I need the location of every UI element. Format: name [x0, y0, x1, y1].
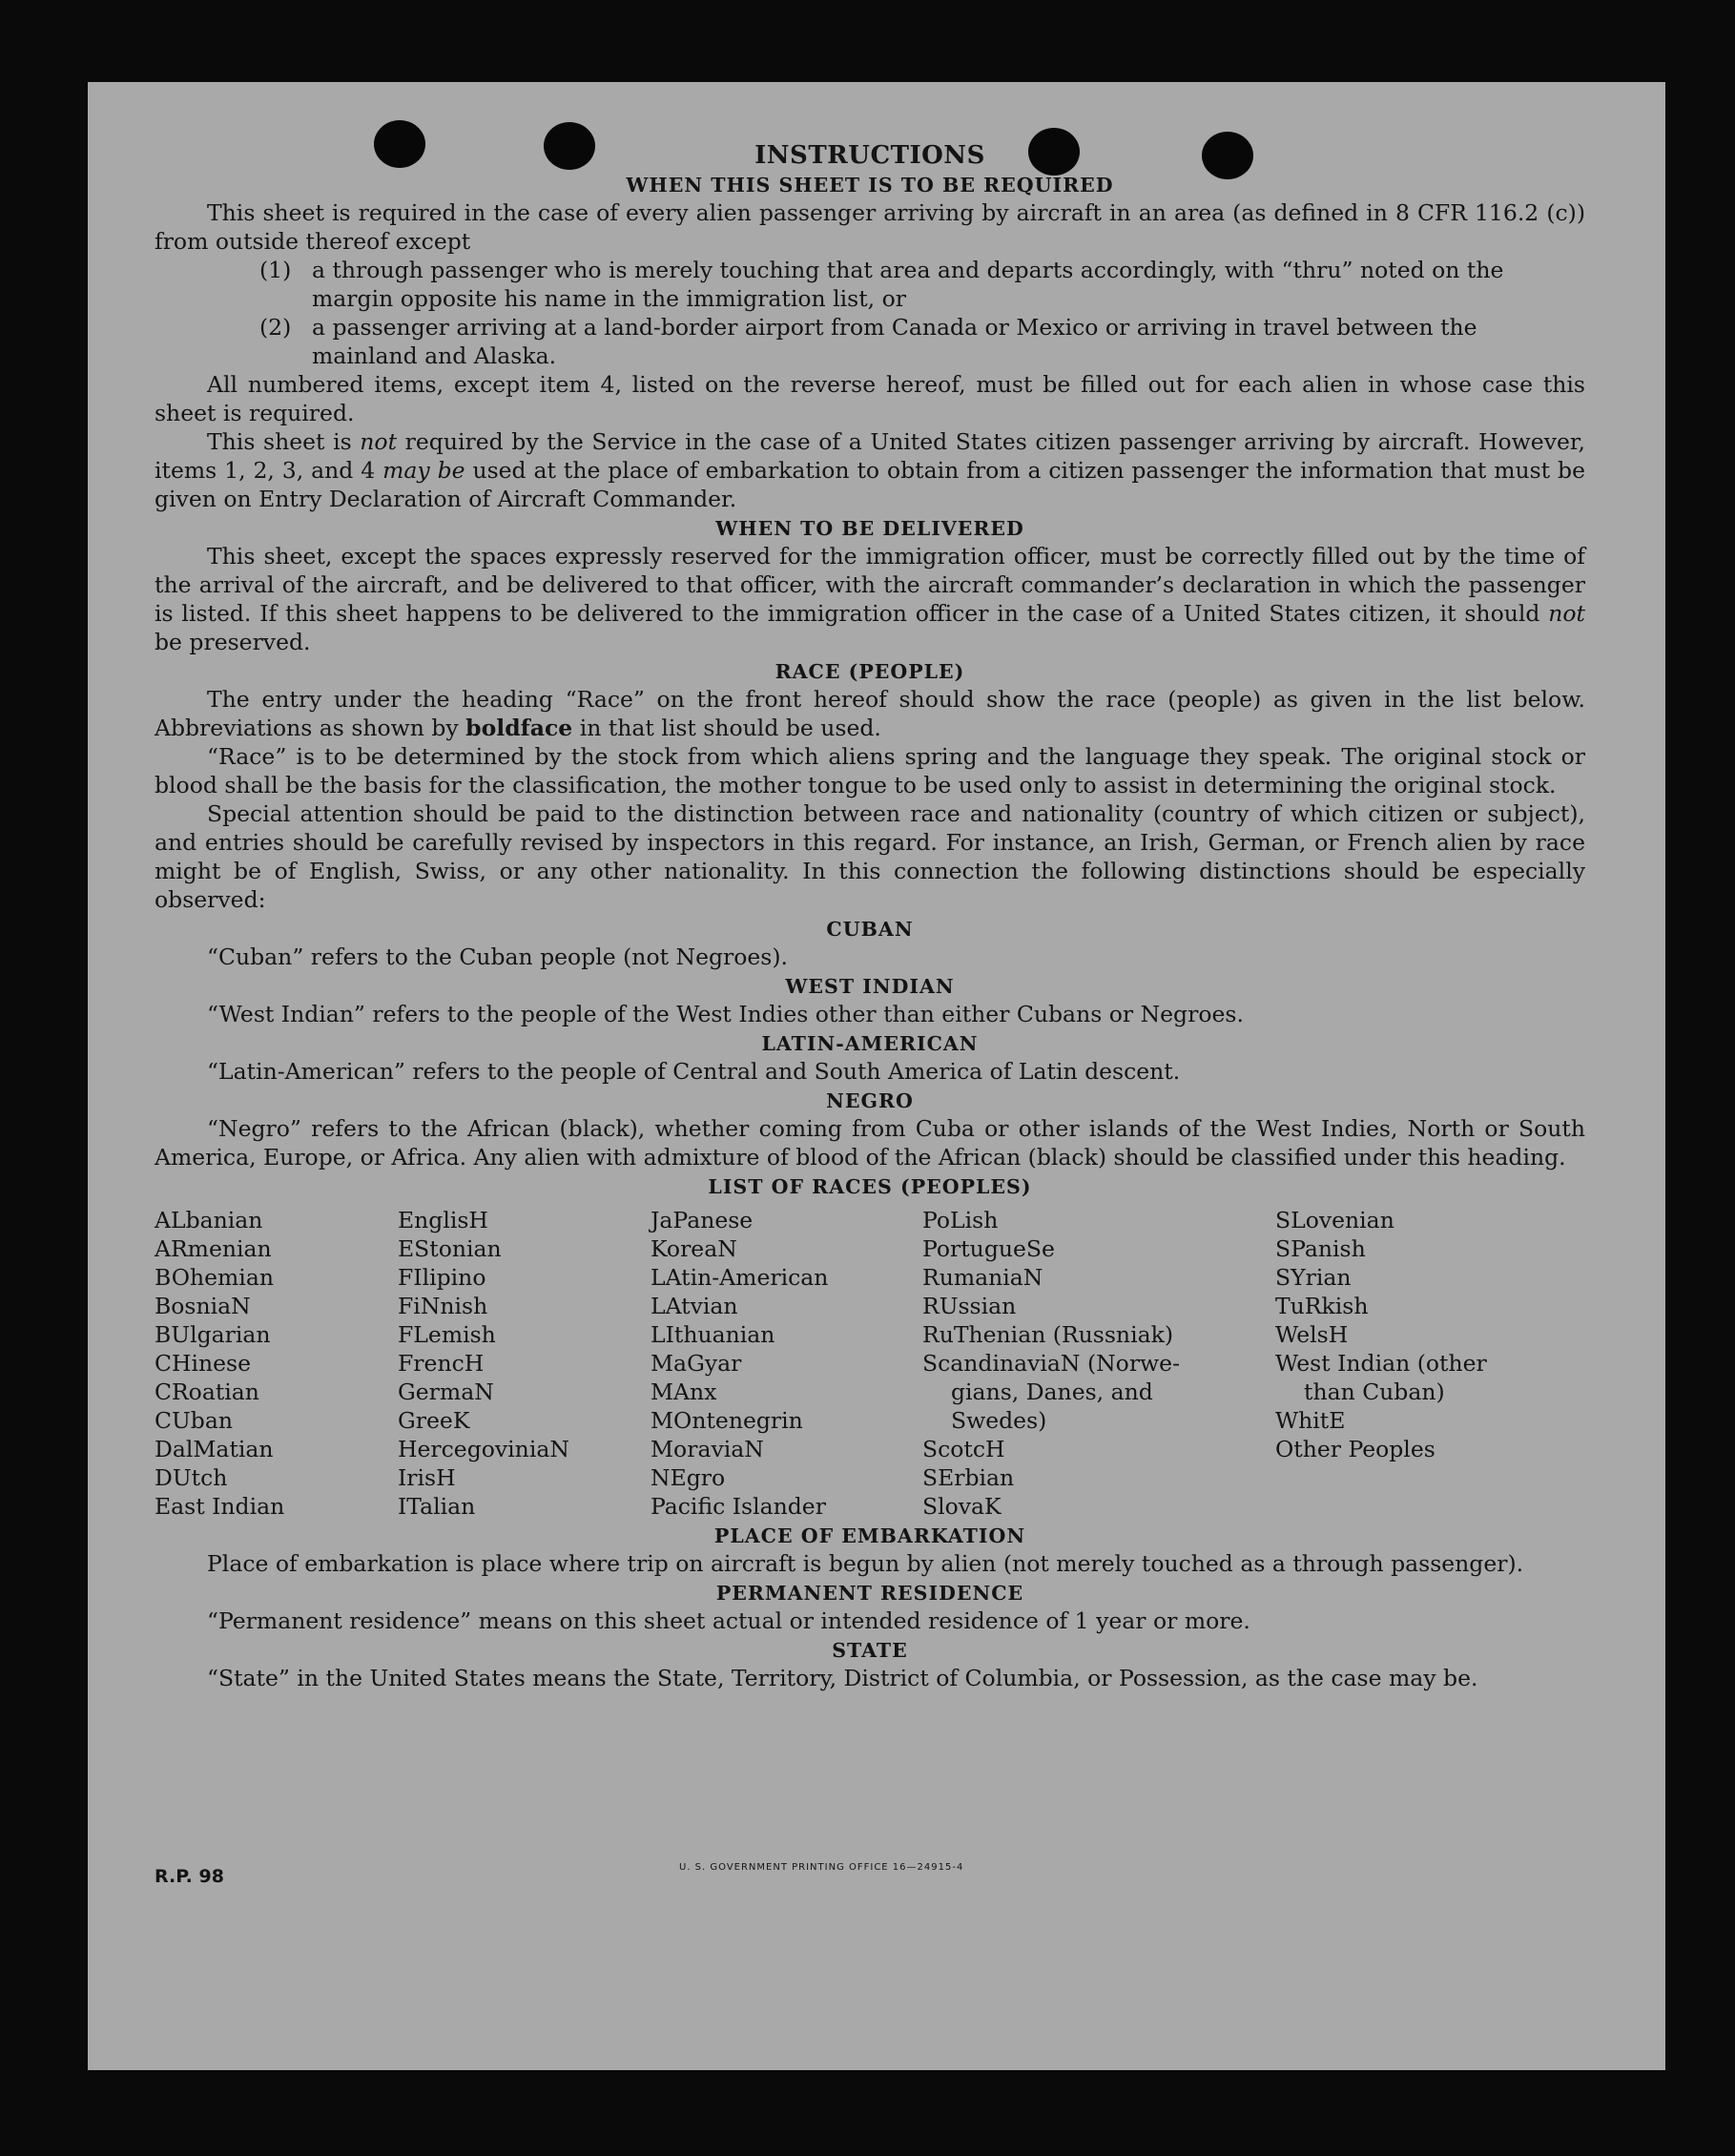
- numbered-item: [259, 313, 1585, 370]
- race-item: ITalian: [398, 1493, 476, 1520]
- race-item: West Indian (other: [1275, 1350, 1487, 1377]
- paragraph: [155, 427, 1585, 513]
- race-item: CHinese: [155, 1350, 251, 1377]
- race-item: WhitE: [1275, 1407, 1346, 1434]
- race-item: IrisH: [398, 1464, 456, 1491]
- paragraph: “Latin-American” refers to the people of Central and South America of Latin descent.: [207, 1058, 1181, 1085]
- race-item: WelsH: [1275, 1321, 1349, 1348]
- section-heading-permanent-residence: PERMANENT RESIDENCE: [715, 1582, 1024, 1605]
- race-item: FiNnish: [398, 1293, 488, 1319]
- section-heading-list-of-races: LIST OF RACES (PEOPLES): [708, 1175, 1032, 1198]
- paragraph: [155, 685, 1585, 742]
- race-item: SLovenian: [1275, 1207, 1394, 1233]
- race-item: MoraviaN: [651, 1436, 764, 1462]
- race-item: FIlipino: [398, 1264, 486, 1291]
- text-run: used at the place of embarkation to obtain from a citizen passenger the information that must be given on Entry Declaration of Aircraft Commander.: [155, 457, 1585, 512]
- text-run-italic: may be: [382, 457, 465, 484]
- paragraph: “Cuban” refers to the Cuban people (not Negroes).: [207, 943, 789, 970]
- text-run: The entry under the heading “Race” on the front hereof should show the race (people) as given in the list below. Abbreviations as shown by: [155, 686, 1585, 741]
- paragraph: Place of embarkation is place where trip on aircraft is begun by alien (not merely touched as a through passenger).: [207, 1550, 1524, 1577]
- race-column: [155, 1206, 284, 1521]
- race-item: MAnx: [651, 1379, 717, 1405]
- race-item: PortugueSe: [922, 1235, 1055, 1262]
- text-run: This sheet is: [207, 428, 361, 455]
- race-item: GermaN: [398, 1379, 494, 1405]
- text-run: be preserved.: [155, 629, 311, 655]
- paragraph: “State” in the United States means the State, Territory, District of Columbia, or Possession, as the case may be.: [207, 1665, 1478, 1691]
- race-item: NEgro: [651, 1464, 726, 1491]
- section-heading-when-delivered: WHEN TO BE DELIVERED: [715, 517, 1024, 540]
- section-heading-cuban: CUBAN: [826, 918, 914, 941]
- document-sheet: [88, 82, 1665, 2070]
- item-number: (2): [259, 314, 292, 341]
- section-heading-place-of-embarkation: PLACE OF EMBARKATION: [713, 1524, 1026, 1547]
- section-heading-latin-american: LATIN-AMERICAN: [761, 1032, 979, 1055]
- document-body: [155, 141, 1585, 1692]
- item-text: a passenger arriving at a land-border airport from Canada or Mexico or arriving in travel between the mainland and Alaska.: [312, 314, 1477, 369]
- race-item: EnglisH: [398, 1207, 488, 1233]
- paragraph: Special attention should be paid to the distinction between race and nationality (country of which citizen or subject), and entries should be carefully revised by inspectors in this regard. For instance, an Irish, German, or French alien by race might be of English, Swiss, or any other nationality. In this connection the following distinctions should be especially observed:: [155, 800, 1585, 913]
- race-item: LAtvian: [651, 1293, 738, 1319]
- race-item: Pacific Islander: [651, 1493, 826, 1520]
- race-item: JaPanese: [651, 1207, 754, 1233]
- text-run-italic: not: [1548, 600, 1585, 627]
- race-item: CRoatian: [155, 1379, 259, 1405]
- race-item: Swedes): [951, 1407, 1047, 1434]
- race-item: RUssian: [922, 1293, 1017, 1319]
- text-run-italic: not: [360, 428, 398, 455]
- race-column: [1275, 1206, 1487, 1463]
- race-item: SErbian: [922, 1464, 1015, 1491]
- race-item: BOhemian: [155, 1264, 274, 1291]
- race-item: ARmenian: [155, 1235, 272, 1262]
- race-item: than Cuban): [1304, 1379, 1445, 1405]
- race-item: BosniaN: [155, 1293, 251, 1319]
- text-run-bold: boldface: [465, 715, 573, 741]
- race-item: MOntenegrin: [651, 1407, 803, 1434]
- paragraph: All numbered items, except item 4, listed on the reverse hereof, must be filled out for each alien in whose case this sheet is required.: [155, 371, 1585, 426]
- numbered-item: [259, 256, 1585, 313]
- paragraph: “Race” is to be determined by the stock from which aliens spring and the language they speak. The original stock or blood shall be the basis for the classification, the mother tongue to be used only to assist in determining the original stock.: [155, 743, 1585, 798]
- race-item: KoreaN: [651, 1235, 737, 1262]
- race-item: MaGyar: [651, 1350, 742, 1377]
- race-item: FLemish: [398, 1321, 496, 1348]
- race-item: FrencH: [398, 1350, 485, 1377]
- race-item: SYrian: [1275, 1264, 1352, 1291]
- paragraph: [155, 542, 1585, 656]
- section-heading-state: STATE: [832, 1639, 908, 1662]
- text-run: required by the Service in the case of a United States citizen passenger arriving by aircraft. However, items 1, 2, 3, and 4: [155, 428, 1585, 484]
- race-item: HercegoviniaN: [398, 1436, 569, 1462]
- text-run: This sheet, except the spaces expressly reserved for the immigration officer, must be correctly filled out by the time of the arrival of the aircraft, and be delivered to that officer, with the aircraft commander’s declaration in which the passenger is listed. If this sheet happens to be delivered to the immigration officer in the case of a United States citizen, it should: [155, 543, 1585, 627]
- section-heading-west-indian: WEST INDIAN: [785, 975, 955, 998]
- race-item: LIthuanian: [651, 1321, 775, 1348]
- race-item: DalMatian: [155, 1436, 274, 1462]
- race-item: DUtch: [155, 1464, 228, 1491]
- race-item: RumaniaN: [922, 1264, 1043, 1291]
- form-number: R.P. 98: [155, 1866, 224, 1887]
- page-title: INSTRUCTIONS: [754, 141, 985, 170]
- race-item: TuRkish: [1275, 1293, 1369, 1319]
- race-item: East Indian: [155, 1493, 285, 1520]
- text-run: in that list should be used.: [572, 715, 881, 741]
- race-item: LAtin-American: [651, 1264, 829, 1291]
- race-item: Other Peoples: [1275, 1436, 1436, 1462]
- race-item: SlovaK: [922, 1493, 1002, 1520]
- race-item: gians, Danes, and: [951, 1379, 1153, 1405]
- race-item: ScotcH: [922, 1436, 1005, 1462]
- item-text: a through passenger who is merely touching that area and departs accordingly, with “thru” noted on the margin opposite his name in the immigration list, or: [312, 257, 1504, 312]
- race-item: EStonian: [398, 1235, 502, 1262]
- race-column: [922, 1206, 1180, 1521]
- race-item: RuThenian (Russniak): [922, 1321, 1173, 1348]
- paragraph: This sheet is required in the case of every alien passenger arriving by aircraft in an area (as defined in 8 CFR 116.2 (c)) from outside thereof except: [155, 199, 1585, 255]
- item-number: (1): [259, 257, 292, 283]
- section-heading-when-required: WHEN THIS SHEET IS TO BE REQUIRED: [626, 174, 1114, 197]
- printer-imprint: U. S. GOVERNMENT PRINTING OFFICE 16—24915-4: [679, 1862, 964, 1873]
- paragraph: “West Indian” refers to the people of the West Indies other than either Cubans or Negroes.: [207, 1001, 1244, 1027]
- race-item: GreeK: [398, 1407, 470, 1434]
- paragraph: “Negro” refers to the African (black), whether coming from Cuba or other islands of the West Indies, North or South America, Europe, or Africa. Any alien with admixture of blood of the African (black) should be classified under this heading.: [155, 1115, 1585, 1171]
- race-item: BUlgarian: [155, 1321, 271, 1348]
- paragraph: “Permanent residence” means on this sheet actual or intended residence of 1 year or more.: [207, 1607, 1250, 1634]
- race-item: CUban: [155, 1407, 233, 1434]
- race-list: [155, 1206, 1585, 1521]
- race-item: ALbanian: [155, 1207, 263, 1233]
- race-item: ScandinaviaN (Norwe-: [922, 1350, 1181, 1377]
- section-heading-race: RACE (PEOPLE): [775, 660, 965, 683]
- race-column: [398, 1206, 569, 1521]
- race-item: SPanish: [1275, 1235, 1366, 1262]
- section-heading-negro: NEGRO: [826, 1089, 914, 1112]
- race-item: PoLish: [922, 1207, 999, 1233]
- race-column: [651, 1206, 828, 1521]
